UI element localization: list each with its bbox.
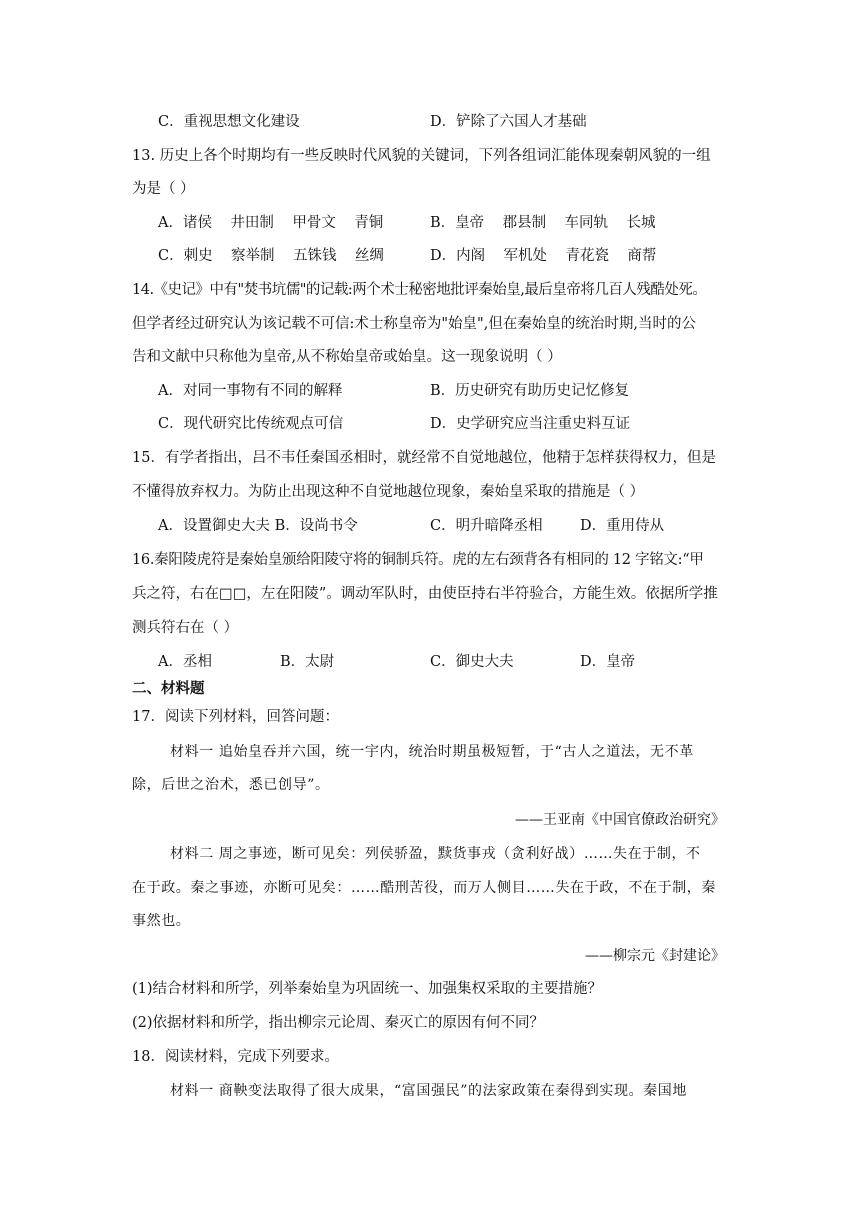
q12-option-d: D．铲除了六国人才基础 <box>430 114 587 130</box>
q16-option-b: B．太尉 <box>280 654 335 670</box>
q17-material2-line1: 材料二 周之事迹，断可见矣：列侯骄盈，黩货事戎（贪利好战）……失在于制，不 <box>170 846 701 862</box>
q17-material1-source: ——王亚南《中国官僚政治研究》 <box>515 812 725 828</box>
q17-subquestion-2: (2)依据材料和所学，指出柳宗元论周、秦灭亡的原因有何不同？ <box>132 1015 545 1031</box>
q16-stem-line3: 测兵符右在（ ） <box>132 620 239 636</box>
q17-material2-line3: 事然也。 <box>132 913 191 929</box>
q18-material1-line1: 材料一 商鞅变法取得了很大成果，“富国强民”的法家政策在秦得到实现。秦国地 <box>170 1083 687 1099</box>
q15-stem-line2: 不懂得放弃权力。为防止出现这种不自觉地越位现象，秦始皇采取的措施是（ ） <box>132 484 645 500</box>
q16-stem-line1: 16.秦阳陵虎符是秦始皇颁给阳陵守将的铜制兵符。虎的左右颈背各有相同的 12 字铭文:“甲 <box>132 552 704 568</box>
q14-option-c: C．现代研究比传统观点可信 <box>158 416 344 432</box>
q13-option-c: C．刺史 察举制 五铢钱 丝绸 <box>158 248 384 264</box>
q16-option-d: D．皇帝 <box>580 654 636 670</box>
q13-option-a: A．诸侯 井田制 甲骨文 青铜 <box>158 215 384 231</box>
q15-option-ab: A．设置御史大夫 B．设尚书令 <box>158 518 358 534</box>
q16-stem-line2: 兵之符，右在□□，左在阳陵”。调动军队时，由使臣持右半符验合，方能生效。依据所学推 <box>132 586 718 602</box>
section-title: 二、材料题 <box>132 680 205 697</box>
q17-stem: 17．阅读下列材料，回答问题： <box>132 709 339 725</box>
q13-option-b: B．皇帝 郡县制 车同轨 长城 <box>430 215 656 231</box>
q14-option-a: A．对同一事物有不同的解释 <box>158 383 343 399</box>
q14-stem-line3: 告和文献中只称他为皇帝,从不称始皇帝或始皇。这一现象说明（ ） <box>132 349 562 365</box>
q12-option-c: C．重视思想文化建设 <box>158 114 300 130</box>
q14-option-d: D．史学研究应当注重史料互证 <box>430 416 631 432</box>
q17-material2-source: ——柳宗元《封建论》 <box>585 948 725 964</box>
q14-stem-line1: 14.《史记》中有"焚书坑儒"的记载:两个术士秘密地批评秦始皇,最后皇帝将几百人残酷处死。 <box>132 282 707 298</box>
q17-material1-line1: 材料一 追始皇吞并六国，统一宇内，统治时期虽极短暂，于“古人之道法，无不革 <box>170 744 694 760</box>
q17-subquestion-1: (1)结合材料和所学，列举秦始皇为巩固统一、加强集权采取的主要措施？ <box>132 981 603 997</box>
q16-option-c: C．御史大夫 <box>430 654 514 670</box>
q13-stem-line1: 13. 历史上各个时期均有一些反映时代风貌的关键词，下列各组词汇能体现秦朝风貌的一组 <box>132 148 711 164</box>
q13-option-d: D．内阁 军机处 青花瓷 商帮 <box>430 248 657 264</box>
q15-option-c: C．明升暗降丞相 <box>430 518 543 534</box>
q15-option-d: D．重用侍从 <box>580 518 665 534</box>
q18-stem: 18．阅读材料，完成下列要求。 <box>132 1049 339 1065</box>
q16-option-a: A．丞相 <box>158 654 212 670</box>
q14-stem-line2: 但学者经过研究认为该记载不可信:术士称皇帝为"始皇",但在秦始皇的统治时期,当时的公 <box>132 316 696 332</box>
q17-material2-line2: 在于政。秦之事迹，亦断可见矣：……酷刑苦役，而万人侧目……失在于政，不在于制，秦 <box>132 880 716 896</box>
q17-material1-line2: 除，后世之治术，悉已创导”。 <box>132 777 330 793</box>
q15-stem-line1: 15．有学者指出，吕不韦任秦国丞相时，就经常不自觉地越位，他精于怎样获得权力，但是 <box>132 450 716 466</box>
q13-stem-line2: 为是（ ） <box>132 181 195 197</box>
q14-option-b: B．历史研究有助历史记忆修复 <box>430 383 630 399</box>
